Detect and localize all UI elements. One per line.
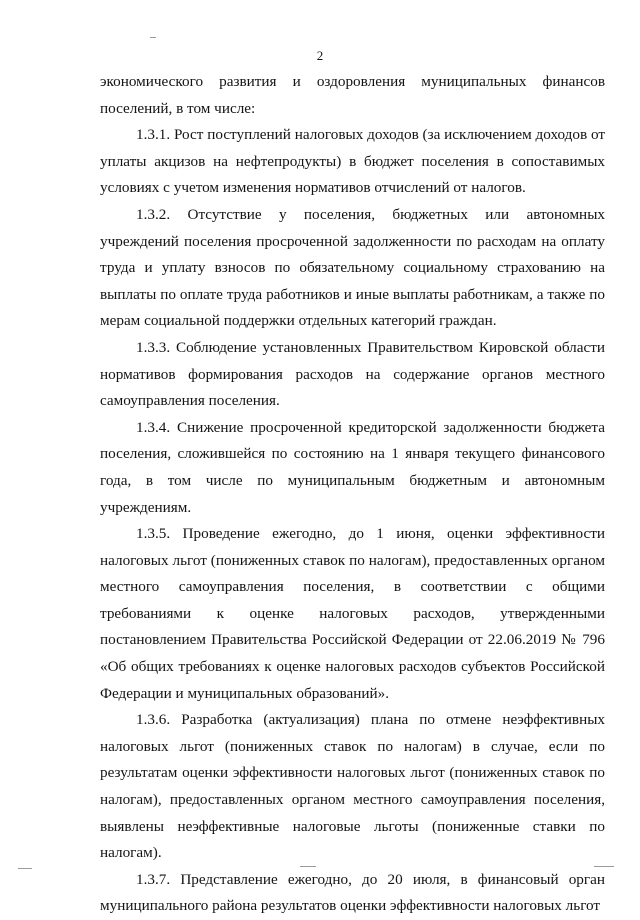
scan-artifact bbox=[300, 866, 316, 867]
paragraph-1-3-1: 1.3.1. Рост поступлений налоговых доходов (за исключением доходов от уплаты акцизов на нефтепродукты) в бюджет поселения в сопоставимых условиях с учетом изменения нормативов отчислений от налогов. bbox=[100, 126, 605, 197]
paragraph-continuation: экономического развития и оздоровления муниципальных финансов поселений, в том числе: bbox=[100, 73, 605, 117]
document-body bbox=[100, 69, 605, 920]
page-number: 2 bbox=[316, 48, 324, 63]
scan-artifact bbox=[594, 866, 614, 867]
paragraph-1-3-4: 1.3.4. Снижение просроченной кредиторской задолженности бюджета поселения, сложившейся по состоянию на 1 января текущего финансового года, в том числе по муниципальным бюджетным и автономным учреждениям. bbox=[100, 418, 605, 516]
paragraph-1-3-7: 1.3.7. Представление ежегодно, до 20 июля, в финансовый орган муниципального района результатов оценки эффективности налоговых льгот bbox=[100, 870, 605, 915]
paragraph-1-3-2: 1.3.2. Отсутствие у поселения, бюджетных или автономных учреждений поселения просроченной задолженности по расходам на оплату труда и уплату взносов по обязательному социальному страхованию на выплаты по оплате труда работников и иные выплаты работникам, а также по мерам социальной поддержки отдельных категорий граждан. bbox=[100, 205, 605, 330]
scan-artifact bbox=[18, 868, 32, 869]
paragraph-1-3-6: 1.3.6. Разработка (актуализация) плана по отмене неэффективных налоговых льгот (пониженных ставок по налогам) в случае, если по результатам оценки эффективности налоговых льгот (пониженных ставок по налогам), предоставленных органом местного самоуправления поселения, выявлены неэффективные налоговые льготы (пониженные ставки по налогам). bbox=[100, 711, 605, 862]
paragraph-1-3-3: 1.3.3. Соблюдение установленных Правительством Кировской области нормативов формирования расходов на содержание органов местного самоуправления поселения. bbox=[100, 338, 605, 410]
scan-artifact bbox=[150, 37, 156, 38]
paragraph-1-3-5: 1.3.5. Проведение ежегодно, до 1 июня, оценки эффективности налоговых льгот (пониженных ставок по налогам), предоставленных органом местного самоуправления поселения, в соответствии с общими требованиями к оценке налоговых расходов, утвержденными постановлением Правительства Российской Федерации от 22.06.2019 № 796 «Об общих требованиях к оценке налоговых расходов субъектов Российской Федерации и муниципальных образований». bbox=[100, 525, 605, 702]
